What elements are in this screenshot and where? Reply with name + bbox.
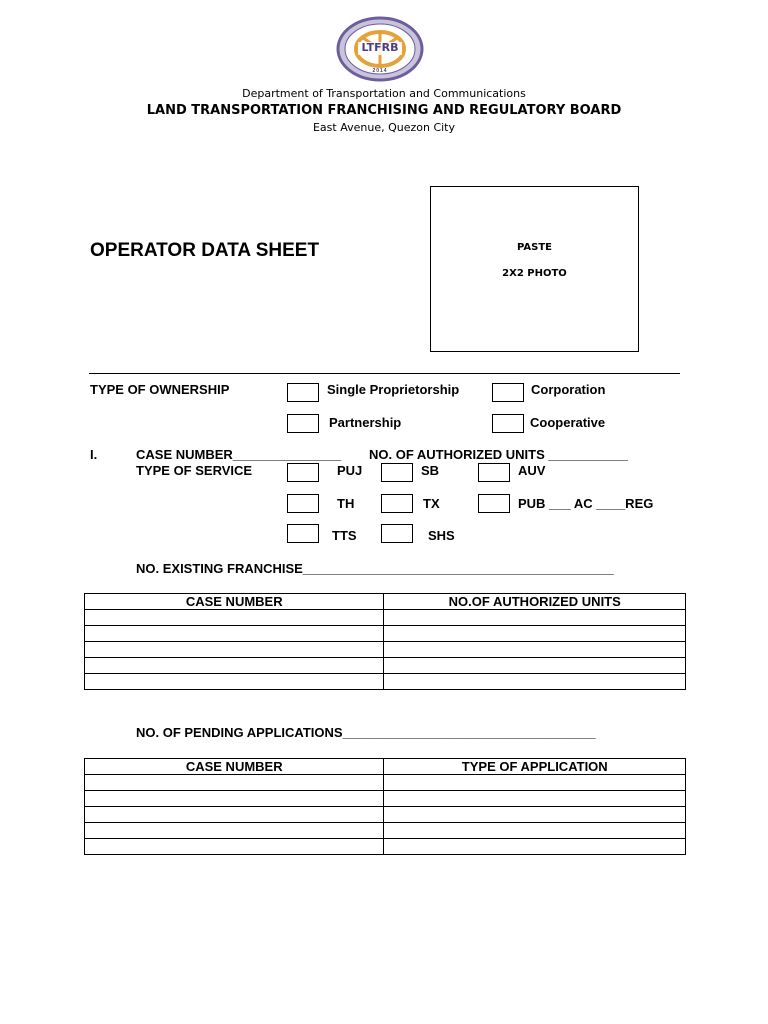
column-header-case-number: CASE NUMBER: [85, 594, 384, 610]
table-cell[interactable]: [85, 807, 384, 823]
table-cell[interactable]: [85, 823, 384, 839]
column-header-application-type: TYPE OF APPLICATION: [384, 759, 686, 775]
table-cell[interactable]: [384, 839, 686, 855]
table-cell[interactable]: [85, 642, 384, 658]
case-number-field[interactable]: CASE NUMBER_______________: [136, 447, 342, 462]
service-puj: PUJ: [337, 463, 363, 478]
checkbox-partnership[interactable]: [287, 414, 319, 433]
checkbox-sb[interactable]: [381, 463, 413, 482]
table-header-row: [85, 759, 686, 775]
table-row: [85, 658, 686, 674]
checkbox-tx[interactable]: [381, 494, 413, 513]
checkbox-puj[interactable]: [287, 463, 319, 482]
section-roman-numeral: I.: [90, 447, 98, 462]
table-cell[interactable]: [384, 658, 686, 674]
service-pub: PUB ___ AC ____REG: [518, 496, 654, 511]
board-address: East Avenue, Quezon City: [312, 121, 456, 134]
existing-franchise-table: [84, 593, 686, 690]
service-shs: SHS: [428, 528, 455, 543]
checkbox-pub[interactable]: [478, 494, 510, 513]
table-row: [85, 839, 686, 855]
service-tx: TX: [423, 496, 440, 511]
table-cell[interactable]: [384, 791, 686, 807]
table-cell[interactable]: [384, 674, 686, 690]
table-header-row: [85, 594, 686, 610]
option-cooperative: Cooperative: [530, 415, 606, 430]
table-cell[interactable]: [85, 658, 384, 674]
authorized-units-field[interactable]: NO. OF AUTHORIZED UNITS ___________: [369, 447, 628, 462]
photo-box: [430, 186, 639, 352]
service-type-label: TYPE OF SERVICE: [136, 463, 253, 478]
table-row: [85, 823, 686, 839]
page-title: OPERATOR DATA SHEET: [90, 240, 320, 261]
option-single-proprietorship: Single Proprietorship: [327, 382, 460, 397]
option-corporation: Corporation: [531, 382, 606, 397]
photo-box-line2: 2X2 PHOTO: [502, 268, 567, 279]
table-row: [85, 626, 686, 642]
table-cell[interactable]: [384, 626, 686, 642]
table-cell[interactable]: [85, 775, 384, 791]
table-cell[interactable]: [85, 610, 384, 626]
pending-applications-table: [84, 758, 686, 855]
table-row: [85, 807, 686, 823]
department-name: Department of Transportation and Communications: [242, 87, 526, 100]
table-row: [85, 775, 686, 791]
service-th: TH: [337, 496, 355, 511]
checkbox-auv[interactable]: [478, 463, 510, 482]
table-cell[interactable]: [384, 823, 686, 839]
pending-applications-field[interactable]: NO. OF PENDING APPLICATIONS___________________________________: [136, 725, 596, 740]
table-cell[interactable]: [384, 610, 686, 626]
service-tts: TTS: [332, 528, 357, 543]
table-cell[interactable]: [85, 674, 384, 690]
table-row: [85, 791, 686, 807]
column-header-case-number: CASE NUMBER: [85, 759, 384, 775]
table-row: [85, 642, 686, 658]
service-auv: AUV: [518, 463, 546, 478]
checkbox-shs[interactable]: [381, 524, 413, 543]
column-header-authorized-units: NO.OF AUTHORIZED UNITS: [384, 594, 686, 610]
logo-text: LTFRB: [361, 41, 399, 54]
table-cell[interactable]: [384, 775, 686, 791]
table-cell[interactable]: [384, 807, 686, 823]
service-sb: SB: [421, 463, 440, 478]
checkbox-tts[interactable]: [287, 524, 319, 543]
table-cell[interactable]: [85, 626, 384, 642]
logo-year: 2014: [372, 68, 388, 74]
ltfrb-seal-logo: [336, 16, 424, 82]
existing-franchise-field[interactable]: NO. EXISTING FRANCHISE___________________________________________: [136, 561, 614, 576]
table-cell[interactable]: [384, 642, 686, 658]
checkbox-single-proprietorship[interactable]: [287, 383, 319, 402]
board-name: LAND TRANSPORTATION FRANCHISING AND REGULATORY BOARD: [146, 103, 622, 118]
table-row: [85, 674, 686, 690]
divider: [89, 373, 680, 374]
table-cell[interactable]: [85, 839, 384, 855]
ownership-label: TYPE OF OWNERSHIP: [90, 382, 230, 397]
checkbox-th[interactable]: [287, 494, 319, 513]
checkbox-corporation[interactable]: [492, 383, 524, 402]
checkbox-cooperative[interactable]: [492, 414, 524, 433]
table-row: [85, 610, 686, 626]
table-cell[interactable]: [85, 791, 384, 807]
photo-box-line1: PASTE: [516, 242, 552, 253]
option-partnership: Partnership: [329, 415, 402, 430]
